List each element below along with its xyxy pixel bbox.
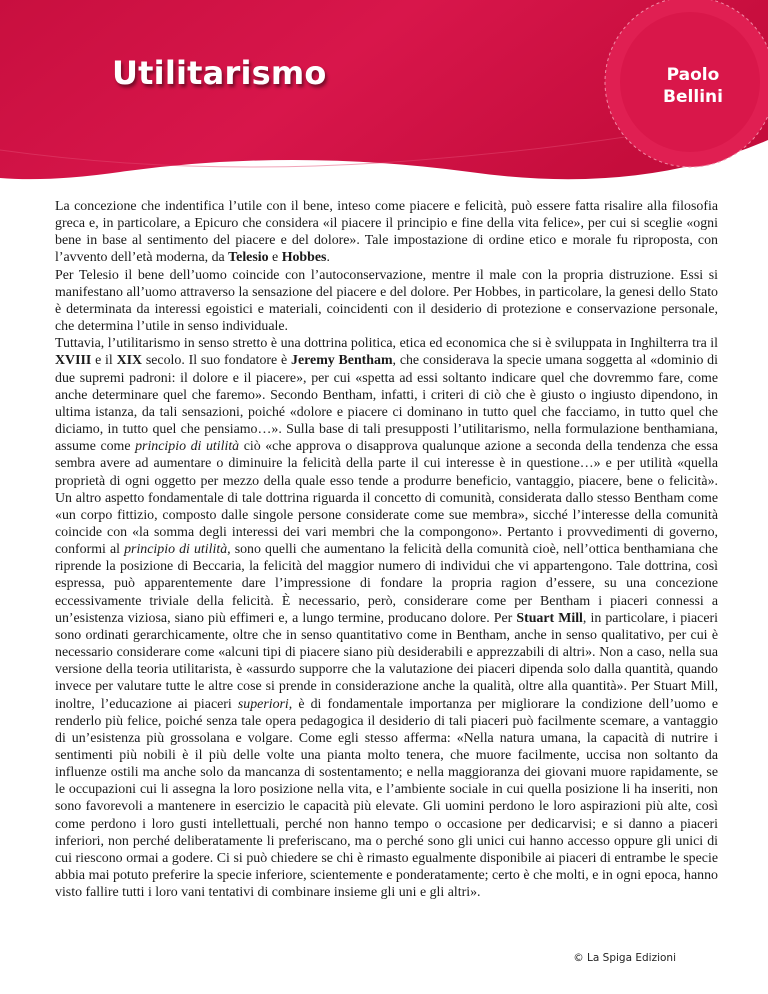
name-bentham: Jeremy Bentham — [291, 353, 393, 369]
author-first-name: Paolo — [666, 65, 720, 85]
term-principio-di-utilita: principio di utilità — [124, 542, 228, 558]
text: , che considerava la specie umana soggetta al «dominio di due supremi padroni: il dolore e il piacere», per cui «spetta ad essi soltanto indicare quel che dovremmo fare, come anche determinare quel che faremo». Secondo Bentham, infatti, i criteri di ciò che è giusto o ingiusto dipendono, in ultima istanza, da tali sensazioni, poiché «dolore e piacere ci dominano in tutto quel che facciamo, in tutto quel che diciamo, in tutto quel che pensiamo…». Sulla base di tali presupposti l’utilitarismo, nella formulazione benthamiana, assume come — [55, 353, 718, 455]
text: e — [268, 250, 282, 266]
text: Tuttavia, l’utilitarismo in senso stretto è una dottrina politica, etica ed economica che si è sviluppata in Inghilterra tra il — [55, 336, 718, 352]
century-xix: XIX — [116, 353, 143, 369]
text: La concezione che indentifica l’utile con il bene, inteso come piacere e felicità, può essere fatta risalire alla filosofia greca e, in particolare, a Epicuro che considera «il piacere il principio e fine della vita felice», per cui si sceglie «ogni bene in base al sentimento del piacere e del dolore». Tale impostazione di ordine etico e morale fu riproposta, con l’avvento dell’età moderna, da — [55, 199, 718, 266]
century-xviii: XVIII — [55, 353, 92, 369]
text: , in particolare, i piaceri sono ordinati gerarchicamente, oltre che in senso quantitativo come in Bentham, anche in senso qualitativo, per cui è necessario considerare come «alcuni tipi di piacere siano più desiderabili e apprezzabili di altri». Non a caso, nella sua versione della teoria utilitarista, è «assurdo supporre che la valutazione dei piaceri dipenda solo dalla quantità, quando invece per valutare tutte le altre cose si prende in considerazione anche la qualità, oltre alla quantità». Per Stuart Mill, inoltre, l’educazione ai piaceri — [55, 610, 718, 712]
author-last-name: Bellini — [663, 87, 723, 107]
name-hobbes: Hobbes — [281, 250, 327, 266]
text: , è di fondamentale importanza per migliorare la condizione dell’uomo e renderlo più felice, poiché senza tale opera pedagogica il desiderio di tali piaceri può facilmente scemare, a vantaggio di un’esistenza più grossolana e volgare. Come egli stesso afferma: «Nella natura umana, la capacità di nutrire i sentimenti più nobili è il più delle volte una pianta molto tenera, che muore facilmente, uccisa non soltanto da influenze ostili ma anche solo da mancanza di sostentamento; e nella maggioranza dei giovani muore rapidamente, se le occupazioni cui li assegna la loro posizione nella vita, e l’ambiente sociale in cui quella posizione li ha inseriti, non sono favorevoli a mantenere in esercizio le capacità più elevate. Gli uomini perdono le loro aspirazioni più alte, così come perdono i loro gusti intellettuali, perché non hanno tempo o occasione per dedicarvisi; e si danno a piaceri inferiori, non perché deliberatamente li preferiscano, ma o perché sono gli unici cui hanno accesso oppure gli unici di cui riescono ormai a godere. Ci si può chiedere se chi è rimasto egualmente disponibile ai piaceri di entrambe le specie abbia mai potuto preferire la specie inferiore, scientemente e ponderatamente; certo è che molti, e in ogni epoca, hanno visto fallire tutti i loro vani tentativi di combinare insieme gli uni e gli altri». — [55, 696, 719, 901]
term-superiori: superiori — [237, 696, 289, 712]
paragraph-3 — [55, 335, 718, 901]
copyright-footer: © La Spiga Edizioni — [573, 952, 676, 964]
paragraph-2: Per Telesio il bene dell’uomo coincide con l’autoconservazione, mentre il male con la propria distruzione. Essi si manifestano all’uomo attraverso la sensazione del piacere e del dolore. Per Hobbes, in particolare, la genesi dello Stato è determinata da interessi egoistici e materiali, coincidenti con il desiderio di protezione e conservazione personale, che determina l’utile in senso individuale. — [55, 267, 718, 335]
page-title: Utilitarismo — [112, 54, 327, 92]
text: . — [326, 250, 330, 266]
term-principio-di-utilita: principio di utilità — [135, 439, 240, 455]
name-telesio: Telesio — [228, 250, 269, 266]
text: secolo. Il suo fondatore è — [142, 353, 291, 369]
paragraph-1 — [55, 198, 718, 267]
text: ciò «che approva o disapprova qualunque azione a seconda della tendenza che essa sembra avere ad aumentare o diminuire la felicità della parte il cui interesse è in questione…» e per utilità «quella proprietà di ogni oggetto per mezzo della quale esso tende a produrre beneficio, vantaggio, piacere, bene o felicità». Un altro aspetto fondamentale di tale dottrina riguarda il concetto di comunità, considerata dallo stesso Bentham come «un corpo fittizio, composto dalle singole persone considerate come sue membra», sicché l’interesse della comunità coincide con «la somma degli interessi dei vari membri che la compongono». Pertanto i provvedimenti di governo, conformi al — [55, 439, 718, 558]
name-stuart-mill: Stuart Mill — [516, 610, 583, 626]
author-name — [648, 64, 738, 108]
text: e il — [91, 353, 117, 369]
article-body — [55, 198, 718, 901]
text: , sono quelli che aumentano la felicità della comunità cioè, nell’ottica benthamiana che riprende la posizione di Beccaria, la felicità del maggior numero di individui che vi appartengono. Tale dottrina, così espressa, può apparentemente dare l’impressione di fondare la propria ragion d’essere, su una concezione eccessivamente triviale della felicità. È necessario, però, considerare come per Bentham i piaceri connessi a un’esistenza viziosa, siano più effimeri e, a lungo termine, producano dolore. Per — [55, 542, 718, 626]
